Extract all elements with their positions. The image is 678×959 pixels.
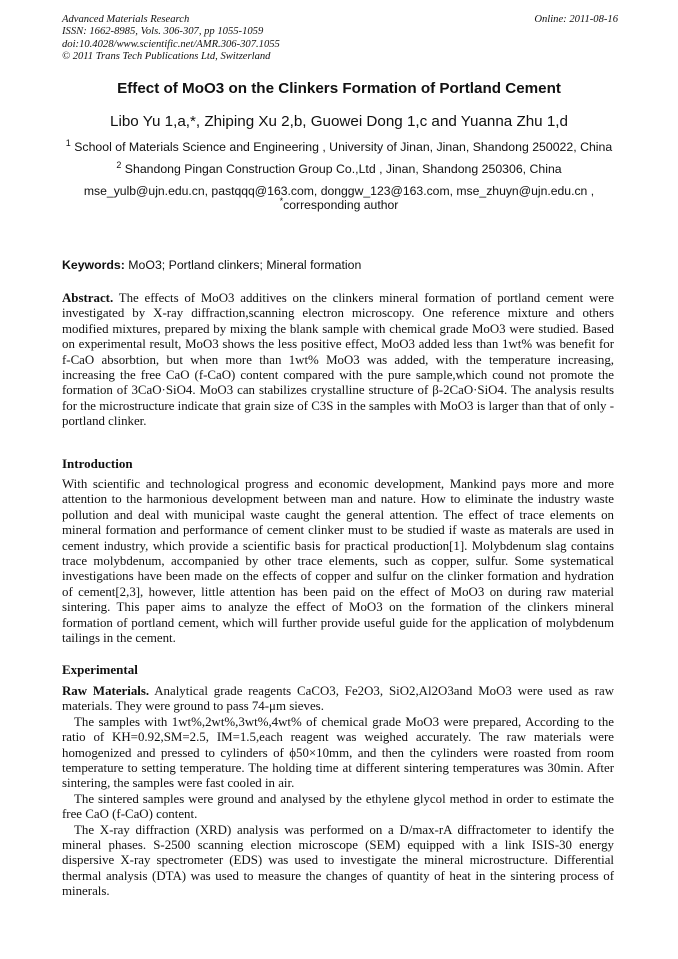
raw-materials-paragraph (62, 684, 614, 715)
analysis-paragraph: The X-ray diffraction (XRD) analysis was performed on a D/max-rA diffractometer to identify the mineral phases. S-2500 scanning election microscope (SEM) equipped with a link ISIS-30 energy dispersive X-ray spectrometer (EDS) was used to investigate the mineral microstructure. Differential thermal analysis (DTA) was used to measure the changes of quantity of heat in the sintering process of minerals. (62, 822, 614, 899)
raw-materials-label: Raw Materials. (62, 684, 150, 698)
journal-name: Advanced Materials Research (62, 14, 190, 25)
introduction-text: With scientific and technological progress and economic development, Mankind pays more and more attention to the harmonious development between man and nature. How to eliminate the industry waste pollution and deal with municipal waste caught the general attention. The effect of trace elements on mineral formation and performance of cement clinker must to be studied if waste as materals are used in cement industry, which provide a scientific basis for practical production[1]. Molybdenum slag contains trace molybdenum, accompanied by other trace elements, such as copper, sulfur. Some systematical investigations have been made on the effects of copper and sulfur on the clinker formation and hydration of cement[2,3], however, little attention has been paid on the effect of MoO3 on during raw material sintering. This paper aims to analyze the effect of MoO3 on the formation of the clinkers mineral formation of portland cement, which will further provide useful guide for the application of molybdenum tailings in the cement. (62, 477, 614, 646)
affiliation-2: $^2$ Shandong Pingan Construction Group Co.,Ltd , Jinan, Shandong 250306, China (116, 159, 562, 176)
paper-title (40, 80, 638, 97)
abstract-label: Abstract. (62, 291, 114, 305)
raw-materials-text: Analytical grade reagents CaCO3, Fe2O3, SiO2,Al2O3and MoO3 were used as raw materials. They were ground to pass 74-μm sieves. (62, 684, 614, 714)
affiliation-2-text: Shandong Pingan Construction Group Co.,Ltd , Jinan, Shandong 250306, China (124, 162, 562, 176)
corresponding-text: corresponding author (283, 198, 399, 212)
experimental-heading: Experimental (62, 662, 138, 677)
journal-header (62, 14, 618, 63)
abstract (62, 291, 614, 430)
journal-issn: ISSN: 1662-8985, Vols. 306-307, pp 1055-1059 (62, 26, 264, 38)
email-line: mse_yulb@ujn.edu.cn, pastqqq@163.com, donggw_123@163.com, mse_zhuyn@ujn.edu.cn , (83, 184, 595, 198)
affiliation-1-text: School of Materials Science and Engineering , University of Jinan, Jinan, Shandong 250022, China (74, 140, 613, 154)
sample-preparation-paragraph: The samples with 1wt%,2wt%,3wt%,4wt% of chemical grade MoO3 were prepared, According to the ratio of KH=0.92,SM=2.5, IM=1.5,each reagent was weighed accurately. The raw materials were homogenized and pressed to cylinders of ϕ50×10mm, and then the cylinders were roasted from room temperature to setting temperature. The holding time at different sintering temperatures was 30min. After sintering, the samples were fast cooled in air. (62, 714, 614, 791)
online-date: Online: 2011-08-16 (534, 14, 618, 25)
introduction-heading: Introduction (62, 456, 133, 471)
keywords (62, 258, 622, 272)
journal-copyright: © 2011 Trans Tech Publications Ltd, Switzerland (62, 50, 271, 62)
corresponding-note: *corresponding author (279, 195, 399, 212)
experimental-section (62, 684, 614, 900)
keywords-label: Keywords: (62, 258, 125, 272)
keywords-text: MoO3; Portland clinkers; Mineral formation (128, 258, 362, 272)
journal-doi: doi:10.4028/www.scientific.net/AMR.306-307.1055 (62, 38, 280, 50)
abstract-text: The effects of MoO3 additives on the clinkers mineral formation of portland cement were investigated by X-ray diffraction,scanning electron microscopy. One reference mixture and others modified mixtures, prepared by mixing the blank sample with chemical grade MoO3 were studied. Based on experimental result, MoO3 shows the less positive effect, MoO3 added less than 1wt% was benefit for f-CaO absorbtion, but when more than 1wt% MoO3 was added, with the temperature increasing, increasing the free CaO (f-CaO) content compared with the pure sample,which cound not promote the formation of 3CaO·SiO4. MoO3 can stabilizes crystalline structure of β-2CaO·SiO4. The analysis results for the microstructure indicate that grain size of C3S in the samples with MoO3 is larger than that of only -portland clinker. (62, 291, 614, 429)
affiliation-1: $^1$ School of Materials Science and Engineering , University of Jinan, Jinan, Shandong 250022, China (65, 137, 613, 154)
author-emails (40, 184, 638, 212)
author-text: Libo Yu 1,a,*, Zhiping Xu 2,b, Guowei Dong 1,c and Yuanna Zhu 1,d (110, 113, 568, 130)
fcao-paragraph: The sintered samples were ground and analysed by the ethylene glycol method in order to estimate the free CaO (f-CaO) content. (62, 791, 614, 822)
author-list (40, 113, 638, 130)
paper-title-text: Effect of MoO3 on the Clinkers Formation of Portland Cement (117, 80, 561, 97)
